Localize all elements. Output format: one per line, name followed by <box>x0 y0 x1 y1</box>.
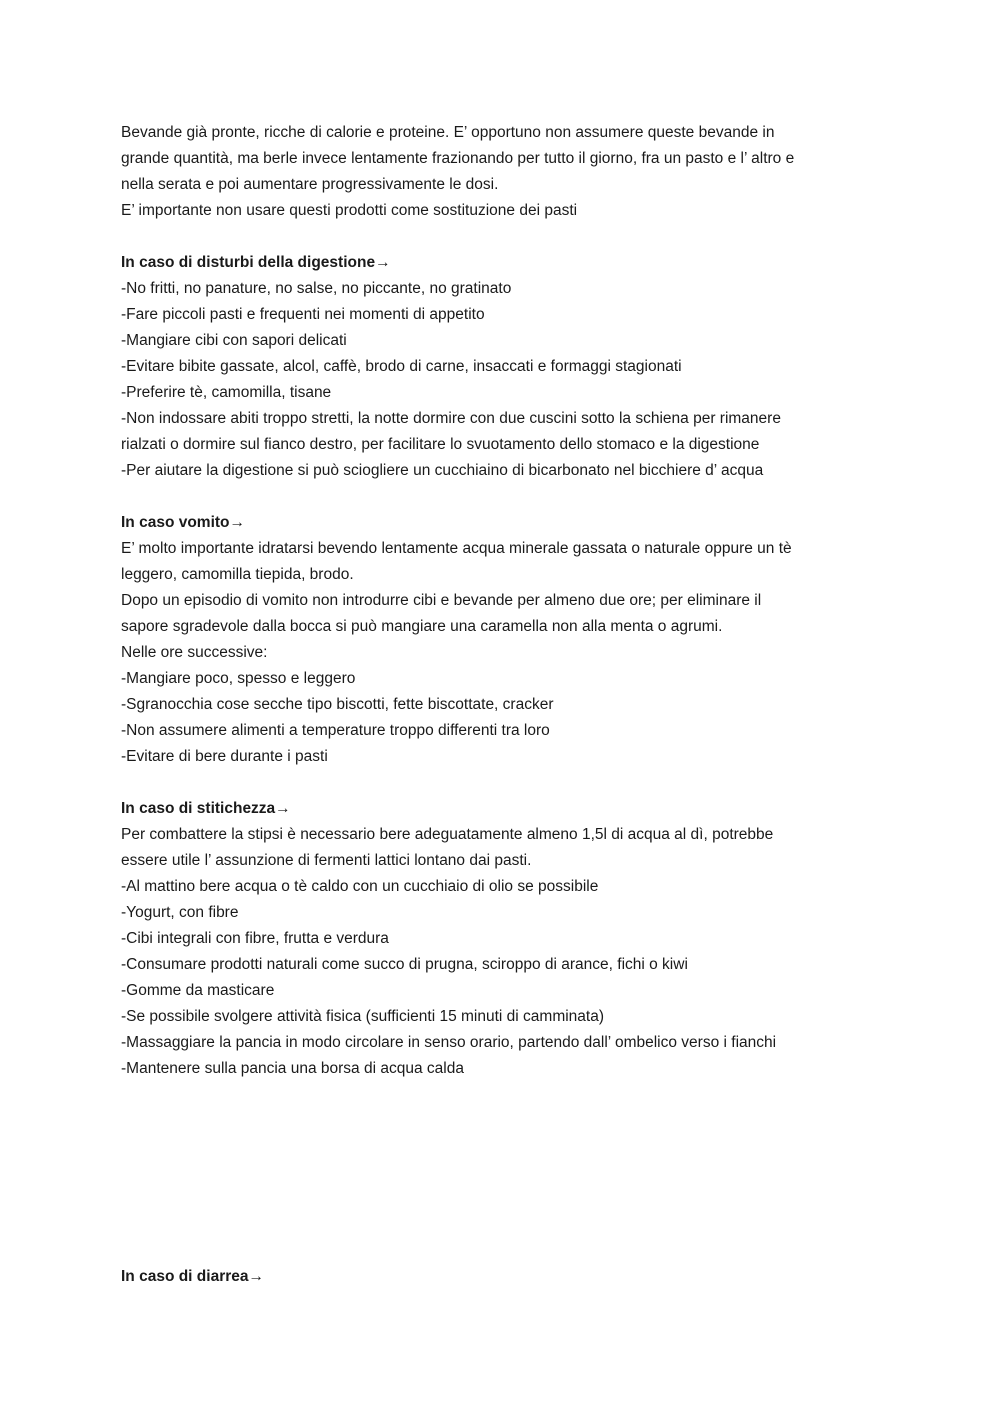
section-heading: In caso di disturbi della digestione→ <box>121 254 391 271</box>
list-item: -No fritti, no panature, no salse, no piccante, no gratinato <box>121 280 512 297</box>
list-item: -Per aiutare la digestione si può sciogliere un cucchiaino di bicarbonato nel bicchiere d’ acqua <box>121 462 764 479</box>
list-item: -Al mattino bere acqua o tè caldo con un cucchiaio di olio se possibile <box>121 878 599 895</box>
text-line: essere utile l’ assunzione di fermenti lattici lontano dai pasti. <box>121 852 532 869</box>
list-item: -Consumare prodotti naturali come succo di prugna, sciroppo di arance, fichi o kiwi <box>121 956 688 973</box>
spacer <box>121 484 891 510</box>
text-line: grande quantità, ma berle invece lentamente frazionando per tutto il giorno, fra un pasto e l’ altro e <box>121 150 795 167</box>
document-body <box>121 120 891 1290</box>
section-heading: In caso di diarrea→ <box>121 1268 264 1285</box>
text-line: nella serata e poi aumentare progressivamente le dosi. <box>121 176 499 193</box>
text-line: Dopo un episodio di vomito non introdurre cibi e bevande per almeno due ore; per eliminare il <box>121 592 762 609</box>
text-line: Bevande già pronte, ricche di calorie e proteine. E’ opportuno non assumere queste bevande in <box>121 124 775 141</box>
list-item: -Mangiare poco, spesso e leggero <box>121 670 356 687</box>
text-line: Nelle ore successive: <box>121 644 268 661</box>
list-item: -Evitare bibite gassate, alcol, caffè, brodo di carne, insaccati e formaggi stagionati <box>121 358 682 375</box>
list-item: -Fare piccoli pasti e frequenti nei momenti di appetito <box>121 306 485 323</box>
list-item: -Gomme da masticare <box>121 982 275 999</box>
spacer <box>121 224 891 250</box>
spacer <box>121 770 891 796</box>
text-line: E’ molto importante idratarsi bevendo lentamente acqua minerale gassata o naturale oppure un tè <box>121 540 792 557</box>
list-item: rialzati o dormire sul fianco destro, per facilitare lo svuotamento dello stomaco e la digestione <box>121 436 760 453</box>
list-item: -Mangiare cibi con sapori delicati <box>121 332 347 349</box>
text-line: leggero, camomilla tiepida, brodo. <box>121 566 354 583</box>
section-heading: In caso di stitichezza→ <box>121 800 291 817</box>
stitichezza-section <box>121 796 891 1082</box>
list-item: -Yogurt, con fibre <box>121 904 239 921</box>
digestione-section <box>121 250 891 484</box>
vomito-section <box>121 510 891 770</box>
list-item: -Evitare di bere durante i pasti <box>121 748 328 765</box>
list-item: -Non assumere alimenti a temperature troppo differenti tra loro <box>121 722 550 739</box>
text-line: sapore sgradevole dalla bocca si può mangiare una caramella non alla menta o agrumi. <box>121 618 723 635</box>
text-line: E’ importante non usare questi prodotti come sostituzione dei pasti <box>121 202 578 219</box>
list-item: -Non indossare abiti troppo stretti, la notte dormire con due cuscini sotto la schiena per rimanere <box>121 410 781 427</box>
text-line: Per combattere la stipsi è necessario bere adeguatamente almeno 1,5l di acqua al dì, potrebbe <box>121 826 774 843</box>
list-item: -Preferire tè, camomilla, tisane <box>121 384 332 401</box>
section-heading: In caso vomito→ <box>121 514 246 531</box>
list-item: -Cibi integrali con fibre, frutta e verdura <box>121 930 389 947</box>
diarrea-section <box>121 1264 891 1290</box>
list-item: -Massaggiare la pancia in modo circolare in senso orario, partendo dall’ ombelico verso i fianchi <box>121 1034 777 1051</box>
list-item: -Mantenere sulla pancia una borsa di acqua calda <box>121 1060 464 1077</box>
list-item: -Sgranocchia cose secche tipo biscotti, fette biscottate, cracker <box>121 696 554 713</box>
spacer <box>121 1082 891 1264</box>
intro-section <box>121 120 891 224</box>
list-item: -Se possibile svolgere attività fisica (sufficienti 15 minuti di camminata) <box>121 1008 604 1025</box>
